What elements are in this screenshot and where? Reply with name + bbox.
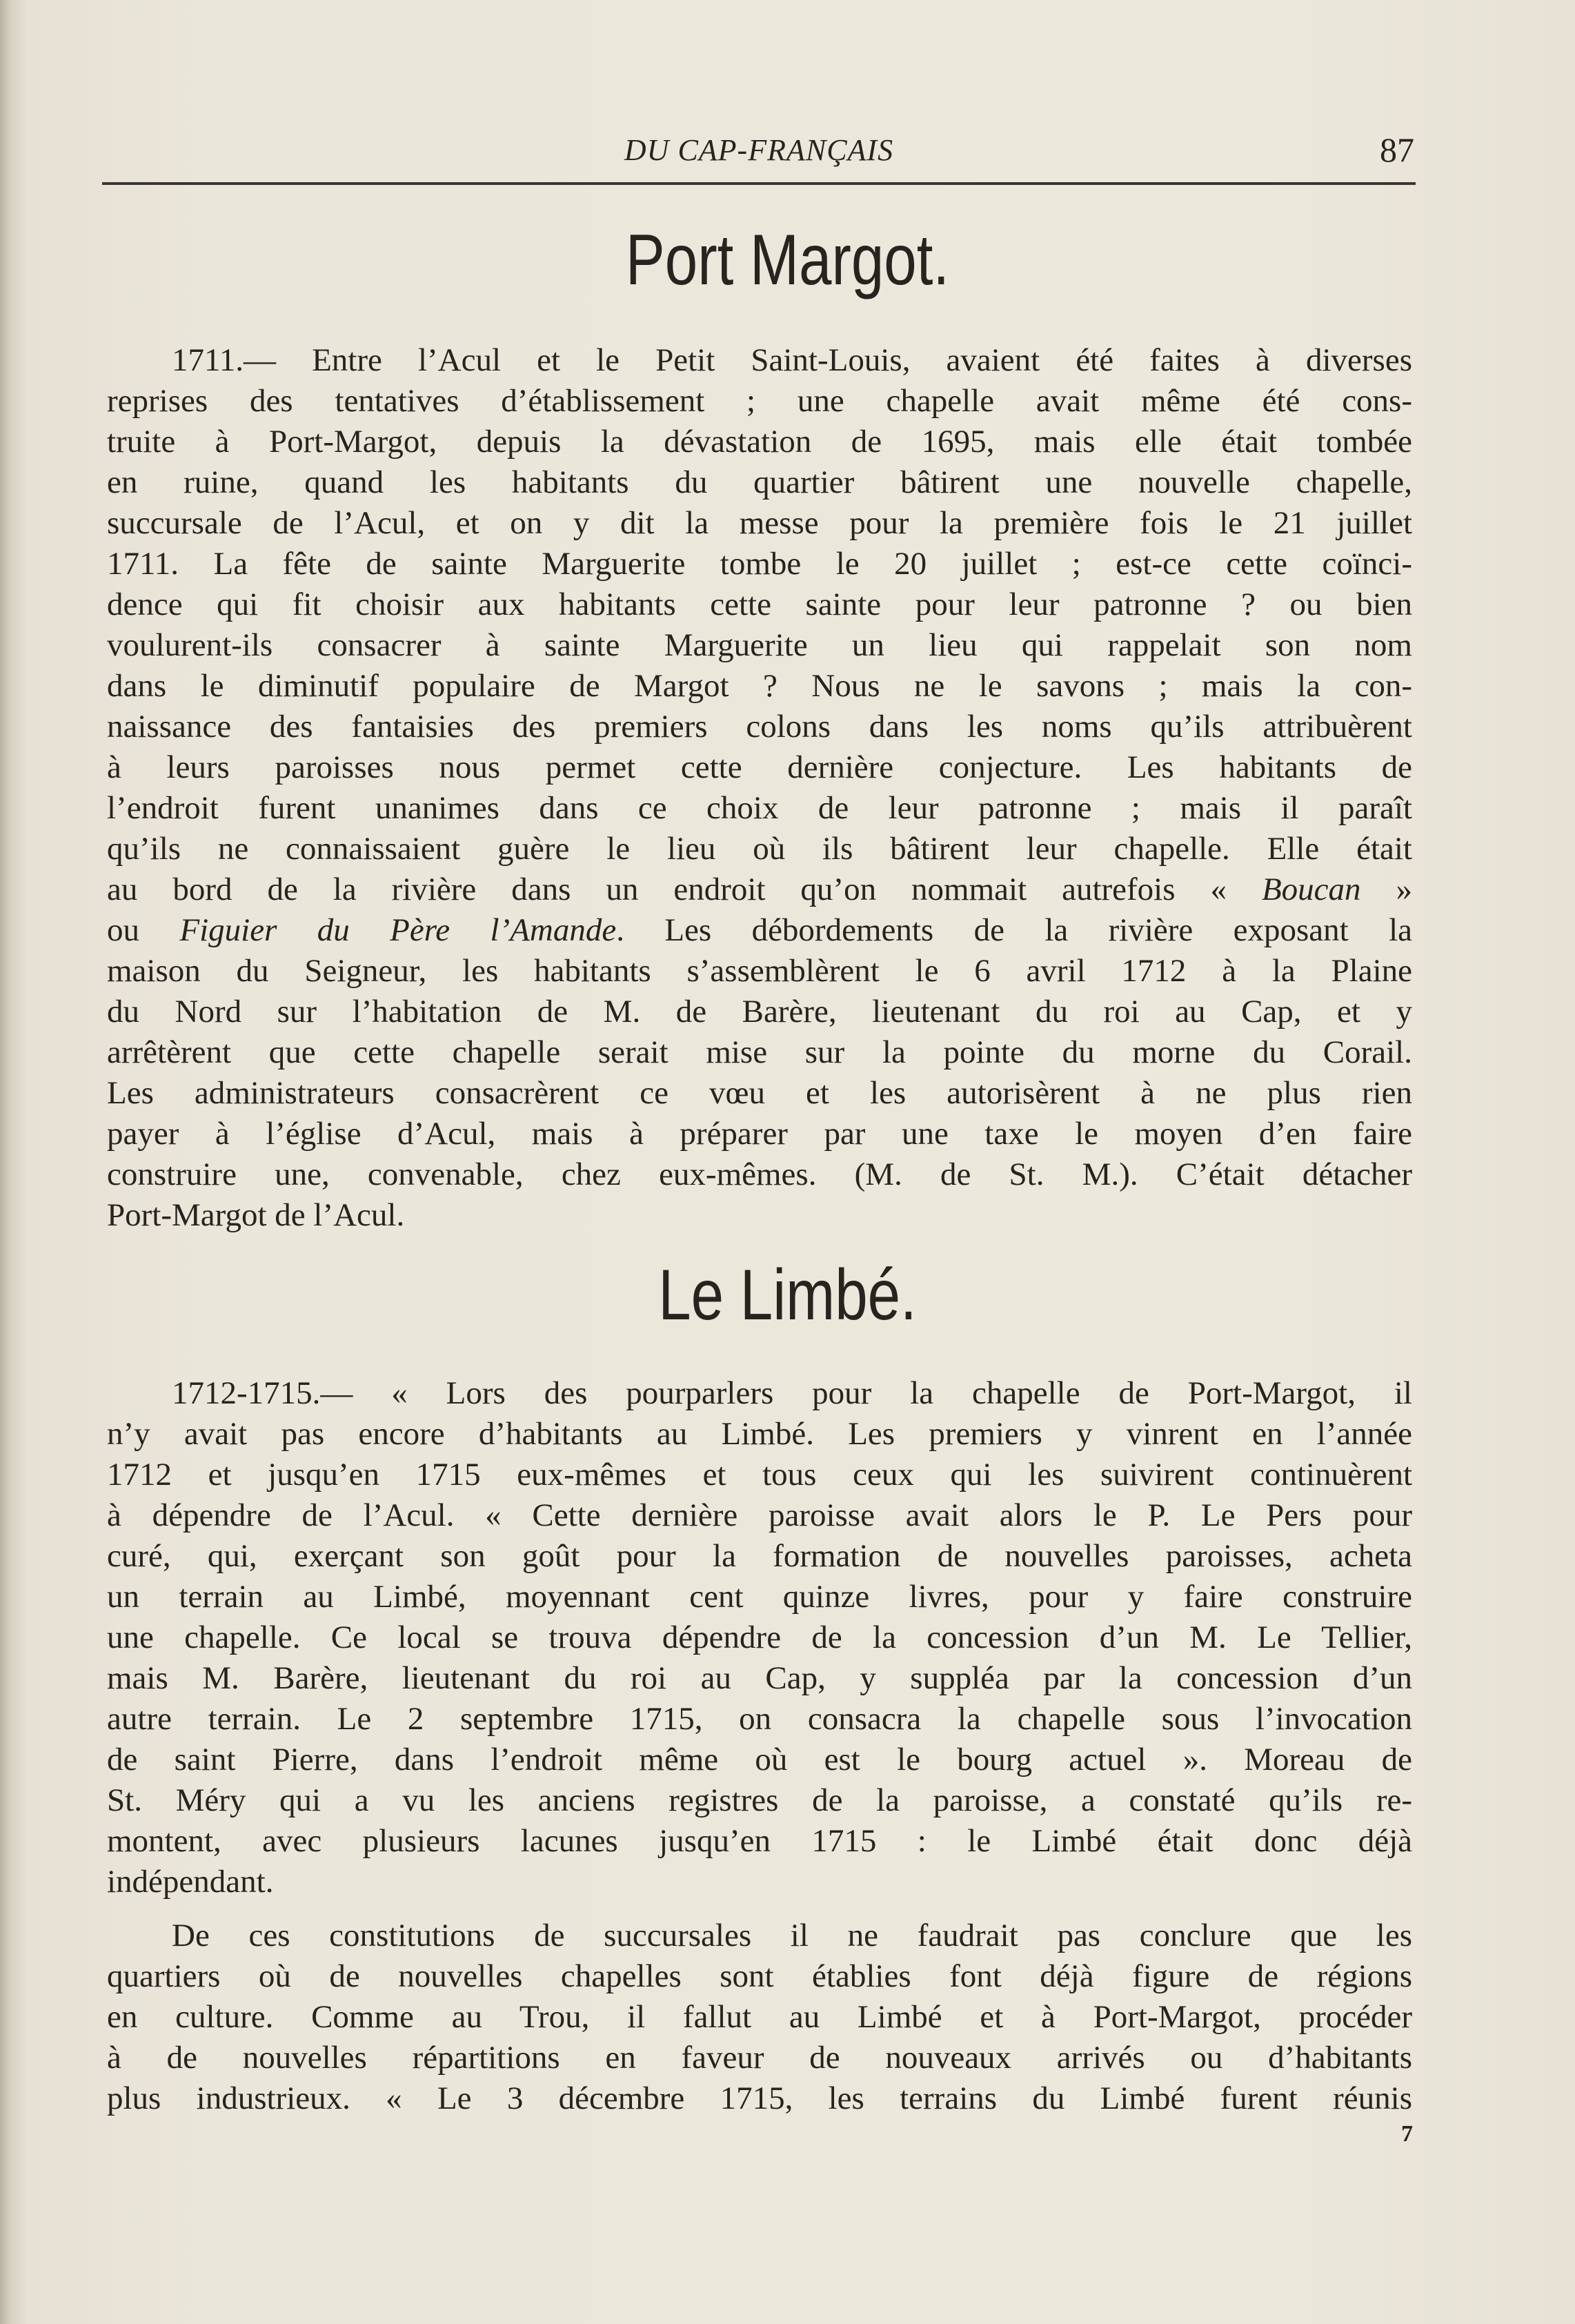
text-segment: au bord de la rivière dans un endroit qu’on nommait autrefois «	[107, 872, 1262, 907]
text-line: mais M. Barère, lieutenant du roi au Cap, y suppléa par la concession d’un	[107, 1660, 1412, 1696]
text-line: à leurs paroisses nous permet cette dernière conjecture. Les habitants de	[107, 749, 1412, 785]
running-title: DU CAP-FRANÇAIS	[624, 133, 894, 167]
text-line: dence qui fit choisir aux habitants cette sainte pour leur patronne ? ou bien	[107, 587, 1412, 622]
paragraph	[107, 340, 1412, 1236]
text-line: succursale de l’Acul, et on y dit la messe pour la première fois le 21 juillet	[107, 505, 1412, 541]
text-line	[107, 910, 1412, 951]
text-line: St. Méry qui a vu les anciens registres de la paroisse, a constaté qu’ils re-	[107, 1782, 1412, 1818]
text-line: en ruine, quand les habitants du quartier bâtirent une nouvelle chapelle,	[107, 464, 1412, 500]
text-line: 1711. La fête de sainte Marguerite tombe le 20 juillet ; est-ce cette coïnci-	[107, 546, 1412, 582]
text-line: Port-Margot de l’Acul.	[107, 1197, 405, 1233]
text-line: à dépendre de l’Acul. « Cette dernière paroisse avait alors le P. Le Pers pour	[107, 1497, 1412, 1533]
section-title-le-limbe: Le Limbé.	[658, 1255, 917, 1335]
text-line: une chapelle. Ce local se trouva dépendre de la concession d’un M. Le Tellier,	[107, 1619, 1412, 1655]
text-segment: . Les débordements de la rivière exposant la	[616, 912, 1412, 948]
italic-text: Figuier du Père l’Amande	[179, 912, 617, 948]
text-line	[107, 869, 1412, 910]
text-line: à de nouvelles répartitions en faveur de nouveaux arrivés ou d’habitants	[107, 2040, 1412, 2076]
text-segment: »	[1360, 872, 1413, 907]
paragraph	[107, 1916, 1412, 2119]
signature-mark: 7	[1401, 2121, 1413, 2147]
text-line: indépendant.	[107, 1864, 274, 1900]
text-line: qu’ils ne connaissaient guère le lieu où ils bâtirent leur chapelle. Elle était	[107, 831, 1412, 867]
text-line: de saint Pierre, dans l’endroit même où est le bourg actuel ». Moreau de	[107, 1742, 1412, 1778]
text-line: 1711.— Entre l’Acul et le Petit Saint-Louis, avaient été faites à diverses	[172, 342, 1412, 378]
section-title-port-margot: Port Margot.	[625, 220, 950, 300]
text-line: 1712 et jusqu’en 1715 eux-mêmes et tous ceux qui les suivirent continuèrent	[107, 1457, 1412, 1493]
text-line: maison du Seigneur, les habitants s’assemblèrent le 6 avril 1712 à la Plaine	[107, 953, 1412, 989]
text-line: payer à l’église d’Acul, mais à préparer par une taxe le moyen d’en faire	[107, 1116, 1412, 1152]
text-line: autre terrain. Le 2 septembre 1715, on consacra la chapelle sous l’invocation	[107, 1701, 1412, 1737]
text-line: du Nord sur l’habitation de M. de Barère, lieutenant du roi au Cap, et y	[107, 994, 1412, 1030]
text-line: l’endroit furent unanimes dans ce choix de leur patronne ; mais il paraît	[107, 790, 1412, 826]
text-line: voulurent-ils consacrer à sainte Marguerite un lieu qui rappelait son nom	[107, 627, 1412, 663]
text-line: n’y avait pas encore d’habitants au Limbé. Les premiers y vinrent en l’année	[107, 1416, 1412, 1452]
text-line: curé, qui, exerçant son goût pour la formation de nouvelles paroisses, acheta	[107, 1538, 1412, 1574]
paragraph	[107, 1373, 1412, 1902]
text-line: arrêtèrent que cette chapelle serait mise sur la pointe du morne du Corail.	[107, 1034, 1412, 1070]
header-rule	[102, 182, 1416, 185]
text-segment: ou	[107, 912, 180, 948]
text-line: 1712-1715.— « Lors des pourparlers pour la chapelle de Port-Margot, il	[172, 1375, 1412, 1411]
text-line: en culture. Comme au Trou, il fallut au Limbé et à Port-Margot, procéder	[107, 1999, 1412, 2035]
text-line: naissance des fantaisies des premiers colons dans les noms qu’ils attribuèrent	[107, 709, 1412, 745]
text-line: montent, avec plusieurs lacunes jusqu’en 1715 : le Limbé était donc déjà	[107, 1823, 1412, 1859]
text-line: De ces constitutions de succursales il ne faudrait pas conclure que les	[172, 1918, 1412, 1953]
page-number: 87	[1380, 130, 1414, 169]
text-line: un terrain au Limbé, moyennant cent quinze livres, pour y faire construire	[107, 1579, 1412, 1615]
running-header	[103, 130, 1414, 178]
text-line: quartiers où de nouvelles chapelles sont établies font déjà figure de régions	[107, 1958, 1412, 1994]
text-line: reprises des tentatives d’établissement ; une chapelle avait même été cons-	[107, 383, 1412, 419]
text-line: dans le diminutif populaire de Margot ? Nous ne le savons ; mais la con-	[107, 668, 1412, 704]
text-line: truite à Port-Margot, depuis la dévastation de 1695, mais elle était tombée	[107, 424, 1412, 460]
text-line: plus industrieux. « Le 3 décembre 1715, les terrains du Limbé furent réunis	[107, 2080, 1412, 2116]
text-line: Les administrateurs consacrèrent ce vœu et les autorisèrent à ne plus rien	[107, 1075, 1412, 1111]
text-line: construire une, convenable, chez eux-mêmes. (M. de St. M.). C’était détacher	[107, 1156, 1412, 1192]
italic-text: Boucan	[1261, 872, 1361, 907]
